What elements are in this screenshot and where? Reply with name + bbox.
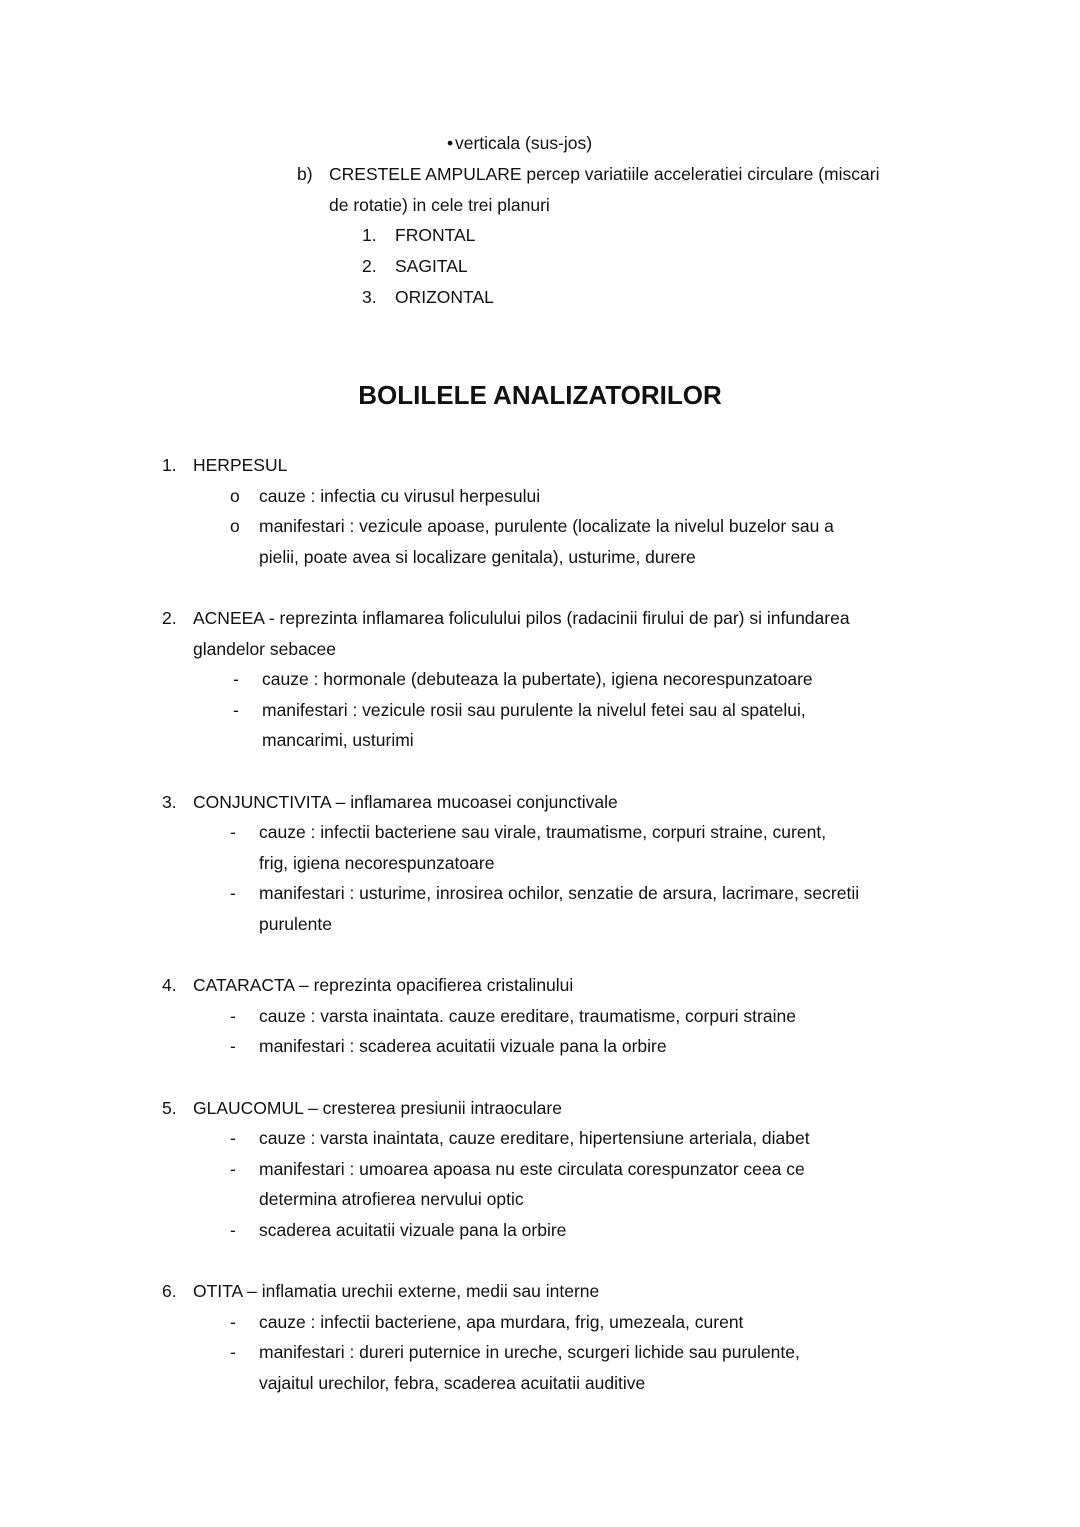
sub-item-line: manifestari : vezicule rosii sau purulente la nivelul fetei sau al spatelui, — [262, 699, 806, 720]
disease-heading-line: ACNEEA - reprezinta inflamarea foliculului pilos (radacinii firului de par) si infundarea — [193, 608, 850, 628]
circle-bullet-icon: o — [230, 485, 240, 506]
bullet-item: verticala (sus-jos) — [455, 133, 593, 153]
dash-bullet-icon: - — [230, 1311, 236, 1332]
paragraph-line: CRESTELE AMPULARE percep variatiile acceleratiei circulare (miscari — [329, 164, 880, 184]
plane-number: 1. — [362, 225, 377, 245]
sub-item-line: manifestari : vezicule apoase, purulente (localizate la nivelul buzelor sau a — [259, 516, 834, 537]
disease-heading-line: GLAUCOMUL – cresterea presiunii intraoculare — [193, 1097, 562, 1118]
plane-number: 2. — [362, 256, 377, 276]
dash-bullet-icon: - — [233, 699, 239, 720]
dash-bullet-icon: - — [230, 1220, 236, 1240]
disease-number: 6. — [162, 1281, 177, 1302]
dash-bullet-icon: - — [230, 883, 236, 904]
dash-bullet-icon: - — [230, 1036, 236, 1057]
circle-bullet-icon: o — [230, 516, 240, 537]
plane-label: SAGITAL — [395, 256, 468, 276]
sub-item-line: manifestari : dureri puternice in ureche, scurgeri lichide sau purulente, — [259, 1342, 800, 1363]
sub-item-line: mancarimi, usturimi — [262, 730, 414, 751]
sub-item-line: cauze : varsta inaintata. cauze ereditare, traumatisme, corpuri straine — [259, 1005, 796, 1026]
sub-item-line: manifestari : umoarea apoasa nu este circulata corespunzator ceea ce — [259, 1158, 805, 1179]
bullet-marker: • — [447, 133, 454, 153]
dash-bullet-icon: - — [230, 1342, 236, 1363]
dash-bullet-icon: - — [230, 1158, 236, 1179]
dash-bullet-icon: - — [230, 1005, 236, 1026]
sub-item-line: frig, igiena necorespunzatoare — [259, 852, 495, 873]
sub-item-line: manifestari : usturime, inrosirea ochilor, senzatie de arsura, lacrimare, secretii — [259, 883, 860, 904]
sub-item-line: cauze : varsta inaintata, cauze ereditare, hipertensiune arteriala, diabet — [259, 1128, 810, 1149]
sub-item-line: cauze : infectia cu virusul herpesului — [259, 485, 541, 506]
sub-item-line: scaderea acuitatii vizuale pana la orbire — [259, 1220, 567, 1240]
disease-number: 1. — [162, 455, 177, 475]
sub-item-line: cauze : infectii bacteriene, apa murdara, frig, umezeala, curent — [259, 1311, 744, 1332]
disease-number: 3. — [162, 791, 177, 812]
dash-bullet-icon: - — [233, 669, 239, 690]
disease-number: 2. — [162, 608, 177, 628]
sub-item-line: cauze : hormonale (debuteaza la pubertate), igiena necorespunzatoare — [262, 669, 813, 690]
plane-label: ORIZONTAL — [395, 287, 494, 307]
disease-heading-line: glandelor sebacee — [193, 638, 337, 659]
sub-item-line: pielii, poate avea si localizare genitala), usturime, durere — [259, 546, 696, 567]
sub-item-line: cauze : infectii bacteriene sau virale, traumatisme, corpuri straine, curent, — [259, 822, 827, 843]
disease-heading-line: CATARACTA – reprezinta opacifierea cristalinului — [193, 975, 574, 996]
dash-bullet-icon: - — [230, 1128, 236, 1149]
disease-number: 5. — [162, 1097, 177, 1118]
page-title: BOLILELE ANALIZATORILOR — [358, 380, 722, 410]
disease-number: 4. — [162, 975, 177, 996]
plane-label: FRONTAL — [395, 225, 476, 245]
paragraph-line: de rotatie) in cele trei planuri — [329, 195, 550, 215]
disease-heading-line: OTITA – inflamatia urechii externe, medii sau interne — [193, 1281, 600, 1302]
sub-item-line: manifestari : scaderea acuitatii vizuale pana la orbire — [259, 1036, 667, 1057]
dash-bullet-icon: - — [230, 822, 236, 843]
list-marker-b: b) — [297, 164, 313, 184]
sub-item-line: determina atrofierea nervului optic — [259, 1189, 524, 1210]
plane-number: 3. — [362, 287, 377, 307]
sub-item-line: vajaitul urechilor, febra, scaderea acuitatii auditive — [259, 1373, 646, 1393]
disease-heading-line: HERPESUL — [193, 455, 288, 475]
sub-item-line: purulente — [259, 914, 332, 934]
disease-heading-line: CONJUNCTIVITA – inflamarea mucoasei conjunctivale — [193, 791, 618, 812]
